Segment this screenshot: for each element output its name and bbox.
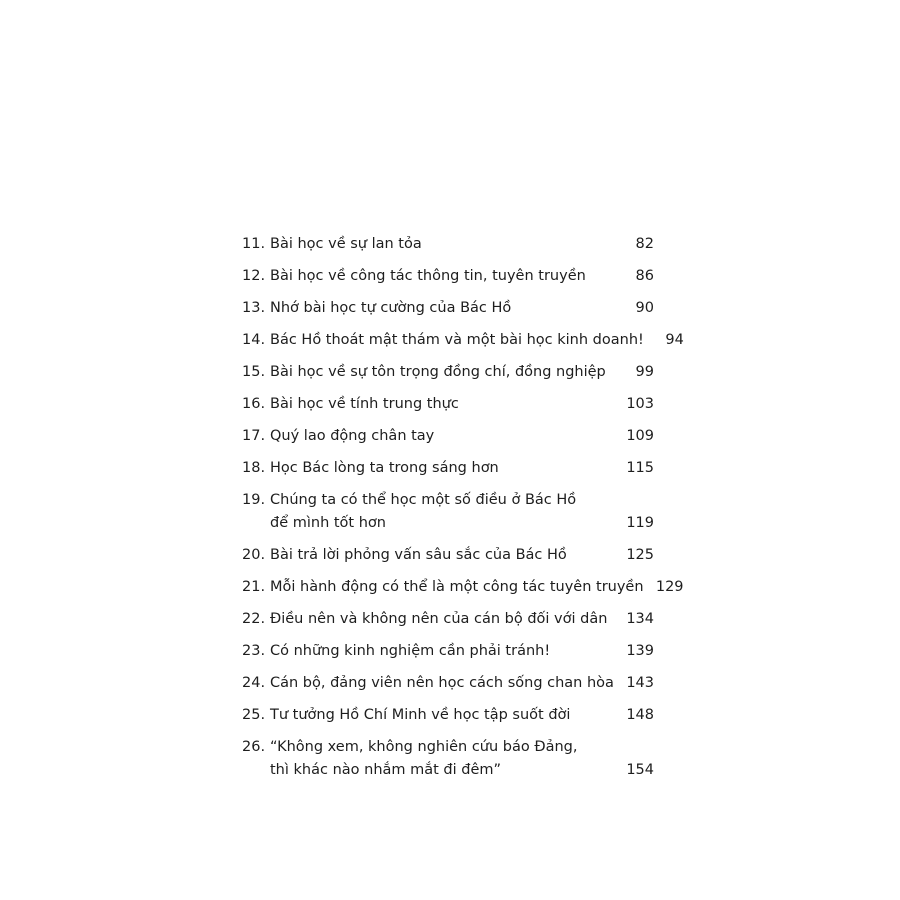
toc-entry-title [270,265,614,288]
toc-entry-16 [242,393,654,416]
toc-entry-page-number: 115 [626,460,654,476]
toc-entry-20 [242,544,654,567]
toc-entry-13 [242,297,654,320]
toc-entry-19 [242,489,654,535]
toc-entry-page-number: 125 [626,547,654,563]
toc-entry-title [270,361,614,384]
toc-entry-title [270,233,614,256]
toc-entry-title-line: Nhớ bài học tự cường của Bác Hồ [270,300,512,316]
toc-entry-title-line: thì khác nào nhắm mắt đi đêm” [270,762,502,778]
toc-entry-title-line: Điều nên và không nên của cán bộ đối với dân [270,611,608,627]
toc-entry-11 [242,233,654,256]
toc-entry-title-line: Cán bộ, đảng viên nên học cách sống chan hòa [270,675,614,691]
toc-entry-title-line: Bài học về sự lan tỏa [270,236,422,252]
toc-entry-title [270,672,614,695]
toc-entry-15 [242,361,654,384]
toc-entry-25 [242,704,654,727]
toc-entry-14 [242,329,684,352]
toc-entry-page-number: 99 [635,364,654,380]
toc-entry-title [270,457,614,480]
toc-entry-title [270,704,614,727]
toc-entry-title [270,608,614,631]
toc-entry-page-number: 129 [655,579,684,595]
toc-entry-number: 13. [242,300,266,316]
toc-entry-title [270,640,614,663]
toc-entry-title-line: Có những kinh nghiệm cần phải tránh! [270,643,551,659]
toc-entry-23 [242,640,654,663]
toc-entry-number: 12. [242,268,266,284]
toc-entry-21 [242,576,684,599]
toc-entry-title-line: Bài học về sự tôn trọng đồng chí, đồng nghiệp [270,364,606,380]
toc-entry-number: 24. [242,675,266,691]
toc-entry-title-line: Bài trả lời phỏng vấn sâu sắc của Bác Hồ [270,547,567,563]
toc-entry-17 [242,425,654,448]
toc-entry-18 [242,457,654,480]
toc-entry-title-line: “Không xem, không nghiên cứu báo Đảng, [270,739,578,755]
toc-entry-number: 19. [242,492,266,508]
toc-entry-title [270,544,614,567]
toc-entry-22 [242,608,654,631]
toc-entry-title-line: Học Bác lòng ta trong sáng hơn [270,460,499,476]
toc-entry-number: 14. [242,332,266,348]
toc-entry-number: 21. [242,579,266,595]
toc-entry-page-number: 86 [635,268,654,284]
toc-entry-title [270,393,614,416]
toc-entry-number: 18. [242,460,266,476]
toc-entry-page-number: 134 [626,611,654,627]
toc-entry-26 [242,736,654,782]
toc-entry-title-line: Quý lao động chân tay [270,428,435,444]
toc-entry-number: 16. [242,396,266,412]
toc-entry-title-line: Bác Hồ thoát mật thám và một bài học kinh doanh! [270,332,644,348]
toc-entry-number: 23. [242,643,266,659]
toc-entry-title-line: Tư tưởng Hồ Chí Minh về học tập suốt đời [270,707,571,723]
toc-entry-24 [242,672,654,695]
toc-entry-page-number: 139 [626,643,654,659]
toc-entry-title [270,425,614,448]
toc-entry-page-number: 154 [626,762,654,778]
toc-entry-number: 25. [242,707,266,723]
toc-entry-page-number: 90 [635,300,654,316]
toc-entry-title-line: Chúng ta có thể học một số điều ở Bác Hồ [270,492,577,508]
toc-entry-title [270,736,614,782]
toc-entry-page-number: 148 [626,707,654,723]
toc-entry-page-number: 103 [626,396,654,412]
toc-entry-title-line: Bài học về công tác thông tin, tuyên truyền [270,268,586,284]
toc-entry-number: 17. [242,428,266,444]
toc-entry-title-line: Bài học về tính trung thực [270,396,459,412]
toc-entry-title [270,576,644,599]
toc-entry-page-number: 109 [626,428,654,444]
toc-entry-title-line: Mỗi hành động có thể là một công tác tuyên truyền [270,579,644,595]
toc-entry-number: 11. [242,236,266,252]
toc-entry-number: 15. [242,364,266,380]
toc-entry-number: 20. [242,547,266,563]
toc-entry-title-line: để mình tốt hơn [270,515,386,531]
toc-entry-title [270,329,644,352]
toc-entry-number: 26. [242,739,266,755]
toc-entry-title [270,489,614,535]
toc-entry-page-number: 119 [626,515,654,531]
toc-entry-title [270,297,614,320]
table-of-contents [242,233,684,791]
toc-entry-page-number: 143 [626,675,654,691]
toc-entry-page-number: 94 [665,332,684,348]
toc-entry-number: 22. [242,611,266,627]
toc-entry-12 [242,265,654,288]
toc-entry-page-number: 82 [635,236,654,252]
